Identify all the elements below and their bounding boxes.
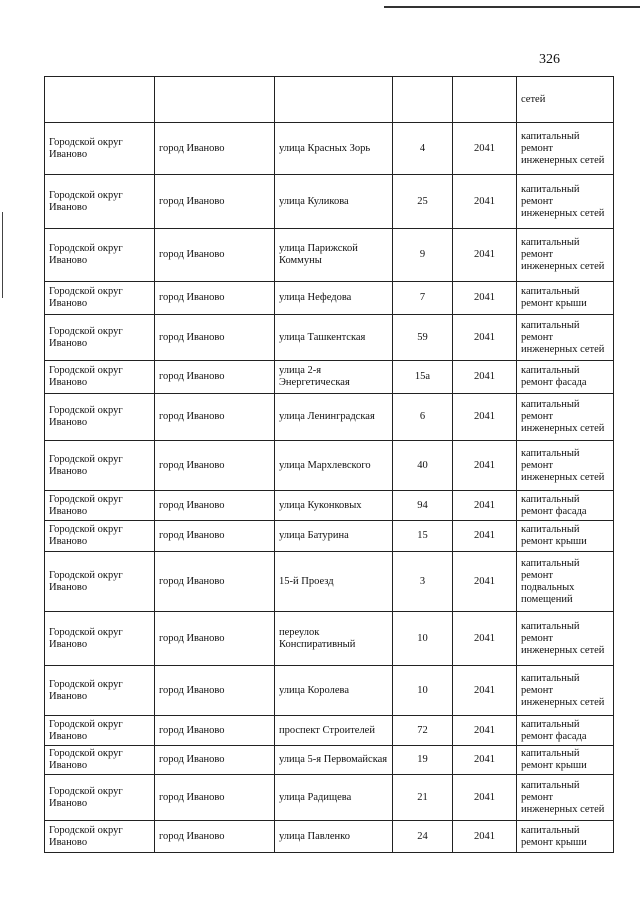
table-row: [45, 552, 614, 612]
work-type-cell: капитальный ремонт инженерных сетей: [517, 394, 614, 441]
records-body: [45, 77, 614, 853]
district-cell: Городской округ Иваново: [45, 821, 155, 853]
street-cell: улица Мархлевского: [275, 441, 393, 491]
city-cell: город Иваново: [155, 821, 275, 853]
year-cell: 2041: [453, 175, 517, 229]
house-number-cell: 6: [393, 394, 453, 441]
house-number-cell: 59: [393, 315, 453, 361]
house-number-cell: 10: [393, 666, 453, 716]
work-type-cell: капитальный ремонт крыши: [517, 746, 614, 775]
street-cell: улица Куконковых: [275, 491, 393, 521]
work-type-cell: капитальный ремонт фасада: [517, 361, 614, 394]
table-row: [45, 821, 614, 853]
year-cell: 2041: [453, 521, 517, 552]
table-row: [45, 441, 614, 491]
district-cell: Городской округ Иваново: [45, 775, 155, 821]
table-row: [45, 612, 614, 666]
house-number-cell: 94: [393, 491, 453, 521]
work-type-cell: капитальный ремонт инженерных сетей: [517, 123, 614, 175]
year-cell: 2041: [453, 746, 517, 775]
city-cell: город Иваново: [155, 521, 275, 552]
house-number-cell: 7: [393, 282, 453, 315]
table-row: [45, 775, 614, 821]
house-number-cell: 15а: [393, 361, 453, 394]
district-cell: Городской округ Иваново: [45, 361, 155, 394]
year-cell: 2041: [453, 821, 517, 853]
district-cell: Городской округ Иваново: [45, 175, 155, 229]
street-cell: улица Ленинградская: [275, 394, 393, 441]
table-row: [45, 394, 614, 441]
street-cell: улица 2-я Энергетическая: [275, 361, 393, 394]
street-cell: 15-й Проезд: [275, 552, 393, 612]
city-cell: город Иваново: [155, 491, 275, 521]
city-cell: город Иваново: [155, 666, 275, 716]
street-cell: улица Королева: [275, 666, 393, 716]
year-cell: 2041: [453, 666, 517, 716]
city-cell: город Иваново: [155, 775, 275, 821]
table-row: [45, 315, 614, 361]
work-type-cell: капитальный ремонт крыши: [517, 521, 614, 552]
district-cell: Городской округ Иваново: [45, 441, 155, 491]
street-cell: проспект Строителей: [275, 716, 393, 746]
street-cell: улица 5-я Первомайская: [275, 746, 393, 775]
table-row: [45, 521, 614, 552]
table-row: [45, 716, 614, 746]
top-rule: [384, 6, 640, 8]
district-cell: Городской округ Иваново: [45, 282, 155, 315]
year-cell: 2041: [453, 229, 517, 282]
house-number-cell: 25: [393, 175, 453, 229]
margin-mark: [2, 212, 3, 298]
year-cell: 2041: [453, 441, 517, 491]
year-cell: 2041: [453, 361, 517, 394]
city-cell: город Иваново: [155, 315, 275, 361]
house-number-cell: 4: [393, 123, 453, 175]
city-cell: город Иваново: [155, 441, 275, 491]
work-type-cell: капитальный ремонт инженерных сетей: [517, 441, 614, 491]
street-cell: [275, 77, 393, 123]
work-type-cell: капитальный ремонт крыши: [517, 282, 614, 315]
city-cell: город Иваново: [155, 746, 275, 775]
district-cell: Городской округ Иваново: [45, 666, 155, 716]
year-cell: 2041: [453, 123, 517, 175]
district-cell: Городской округ Иваново: [45, 123, 155, 175]
district-cell: Городской округ Иваново: [45, 491, 155, 521]
year-cell: 2041: [453, 282, 517, 315]
work-type-cell: капитальный ремонт крыши: [517, 821, 614, 853]
table-row: [45, 491, 614, 521]
house-cell: [393, 77, 453, 123]
district-cell: Городской округ Иваново: [45, 552, 155, 612]
table-row: [45, 666, 614, 716]
house-number-cell: 21: [393, 775, 453, 821]
house-number-cell: 40: [393, 441, 453, 491]
city-cell: [155, 77, 275, 123]
house-number-cell: 3: [393, 552, 453, 612]
district-cell: Городской округ Иваново: [45, 746, 155, 775]
work-type-cell: капитальный ремонт подвальных помещений: [517, 552, 614, 612]
work-type-cell: капитальный ремонт инженерных сетей: [517, 175, 614, 229]
street-cell: улица Ташкентская: [275, 315, 393, 361]
city-cell: город Иваново: [155, 123, 275, 175]
house-number-cell: 10: [393, 612, 453, 666]
house-number-cell: 72: [393, 716, 453, 746]
work-type-cell: капитальный ремонт инженерных сетей: [517, 315, 614, 361]
work-type-cell: капитальный ремонт инженерных сетей: [517, 612, 614, 666]
table-row: [45, 175, 614, 229]
house-number-cell: 15: [393, 521, 453, 552]
continuation-row: [45, 77, 614, 123]
year-cell: [453, 77, 517, 123]
street-cell: улица Парижской Коммуны: [275, 229, 393, 282]
city-cell: город Иваново: [155, 716, 275, 746]
work-type-cell: капитальный ремонт инженерных сетей: [517, 229, 614, 282]
city-cell: город Иваново: [155, 229, 275, 282]
city-cell: город Иваново: [155, 361, 275, 394]
work-type-cell: капитальный ремонт фасада: [517, 491, 614, 521]
street-cell: улица Радищева: [275, 775, 393, 821]
year-cell: 2041: [453, 394, 517, 441]
year-cell: 2041: [453, 775, 517, 821]
work-type-cell: капитальный ремонт фасада: [517, 716, 614, 746]
city-cell: город Иваново: [155, 175, 275, 229]
district-cell: Городской округ Иваново: [45, 394, 155, 441]
year-cell: 2041: [453, 612, 517, 666]
table-row: [45, 282, 614, 315]
city-cell: город Иваново: [155, 394, 275, 441]
work-type-cell: капитальный ремонт инженерных сетей: [517, 775, 614, 821]
house-number-cell: 9: [393, 229, 453, 282]
table-row: [45, 746, 614, 775]
district-cell: Городской округ Иваново: [45, 315, 155, 361]
page-number: 326: [539, 52, 560, 67]
work-cell: сетей: [517, 77, 614, 123]
district-cell: [45, 77, 155, 123]
city-cell: город Иваново: [155, 282, 275, 315]
district-cell: Городской округ Иваново: [45, 521, 155, 552]
year-cell: 2041: [453, 315, 517, 361]
street-cell: переулок Конспиративный: [275, 612, 393, 666]
city-cell: город Иваново: [155, 612, 275, 666]
table-row: [45, 123, 614, 175]
street-cell: улица Куликова: [275, 175, 393, 229]
district-cell: Городской округ Иваново: [45, 229, 155, 282]
year-cell: 2041: [453, 552, 517, 612]
district-cell: Городской округ Иваново: [45, 612, 155, 666]
street-cell: улица Батурина: [275, 521, 393, 552]
street-cell: улица Нефедова: [275, 282, 393, 315]
house-number-cell: 19: [393, 746, 453, 775]
table-row: [45, 229, 614, 282]
district-cell: Городской округ Иваново: [45, 716, 155, 746]
year-cell: 2041: [453, 716, 517, 746]
street-cell: улица Павленко: [275, 821, 393, 853]
records-table: [44, 76, 614, 853]
year-cell: 2041: [453, 491, 517, 521]
table-row: [45, 361, 614, 394]
city-cell: город Иваново: [155, 552, 275, 612]
street-cell: улица Красных Зорь: [275, 123, 393, 175]
work-type-cell: капитальный ремонт инженерных сетей: [517, 666, 614, 716]
house-number-cell: 24: [393, 821, 453, 853]
